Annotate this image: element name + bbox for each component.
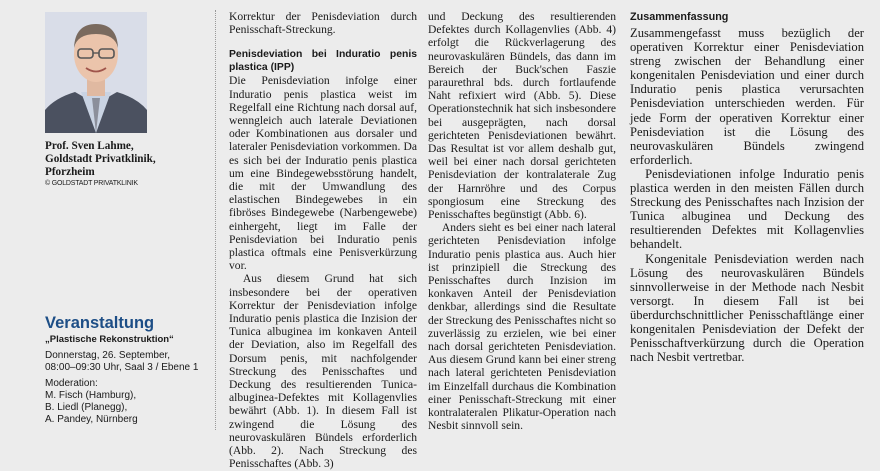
- paragraph: Zusammengefasst muss bezüglich der operativen Korrektur einer Penisdeviation streng zwischen der Behandlung einer kongenitalen Penisdeviation und einer durch Induratio penis plastica verursachten Penisdeviation unterschieden werden. Für jede Form der operativen Korrektur einer Penisdeviation ist die Lösung des neurovaskulären Bündels zwingend erforderlich.: [630, 26, 864, 167]
- article-column-1: [229, 10, 417, 471]
- sidebar: [0, 0, 212, 435]
- photo-credit: © GOLDSTADT PRIVATKLINIK: [45, 180, 138, 187]
- event-title: Veranstaltung: [45, 314, 155, 332]
- moderator: A. Pandey, Nürnberg: [45, 414, 138, 425]
- moderator: B. Liedl (Planegg),: [45, 402, 128, 413]
- paragraph: Penisdeviationen infolge Induratio penis plastica werden in den meisten Fällen durch Streckung des Penisschaftes nach Inzision der Tunica albuginea und Deckung des resultierenden Defektes mit Kollagenvlies behandelt.: [630, 166, 864, 252]
- paragraph: Aus diesem Grund hat sich insbesondere bei der operativen Korrektur der Penisdeviation infolge Induratio penis plastica die Inzision der Tunica albuginea im konkaven Anteil der Deviation, also im Regelfall des Dorsum penis, mit nachfolgender Streckung des Penisschaftes und Deckung des resultierenden Tunica-albuginea-Defektes mit Kollagenvlies bewährt (Abb. 1). In diesem Fall ist zwingend die Lösung des neurovaskulären Bündels erforderlich (Abb. 2). Nach Streckung des Penisschaftes (Abb. 3): [229, 272, 417, 471]
- caption-line: Prof. Sven Lahme,: [45, 140, 134, 152]
- paragraph: Anders sieht es bei einer nach lateral gerichteten Penisdeviation infolge Induratio penis plastica aus. Auch hier ist prinzipiell die Streckung des Penisschaftes durch Inzision im konkaven Anteil der Penisdeviation denkbar, allerdings sind die Resultate der Streckung des Penisschaftes nicht so zuverlässig zu erzielen, wie bei einer nach dorsal gerichteten Penisdeviation. Aus diesem Grund kann bei einer streng nach lateral gerichteten Penisdeviation im Einzelfall durchaus die Kombination einer Penisschaft-Streckung mit einer kontralateralen Plikatur-Operation nach Nesbit sinnvoll sein.: [428, 221, 616, 433]
- paragraph: Korrektur der Penisdeviation durch Penisschaft-Streckung.: [229, 10, 417, 37]
- paragraph: Die Penisdeviation infolge einer Induratio penis plastica weist im Regelfall eine Richtung nach dorsal auf, wenngleich auch laterale Deviationen oder Kombinationen aus dorsaler und lateraler Penisdeviation vorkommen. Da es sich bei der Induratio penis plastica um eine Bindegewebsstörung handelt, die mit der Umwandlung des elastischen Bindegewebes in ein fibröses Bindegewebe (Narbengewebe) einhergeht, liegt im Falle der Penisdeviation bei Induratio penis plastica oftmals eine Penisverkürzung vor.: [229, 74, 417, 273]
- event-date-line: 08:00–09:30 Uhr, Saal 3 / Ebene 1: [45, 362, 199, 373]
- paragraph: und Deckung des resultierenden Defektes durch Kollagenvlies (Abb. 4) erfolgt die Rückverlagerung des neurovaskulären Bündels, das dann im Bereich der Buck'schen Faszie paraurethral bds. durch fortlaufende Naht refixiert wird (Abb. 5). Diese Operationstechnik hat sich insbesondere bei ausgeprägten, nach dorsal gerichteten Penisdeviationen bewährt. Das Resultat ist vor allem deshalb gut, weil bei einer nach dorsal gerichteten Penisdeviation der kontralaterale Zug der Harnröhre und des Corpus spongiosum eine Streckung des Penisschaftes begünstigt (Abb. 6).: [428, 10, 616, 222]
- event-date: [45, 350, 215, 374]
- event-date-line: Donnerstag, 26. September,: [45, 350, 171, 361]
- article-column-3: [630, 10, 864, 364]
- article-column-2: [428, 10, 616, 433]
- section-heading: Penisdeviation bei Induratio penis plastica (IPP): [229, 49, 417, 74]
- section-heading: Zusammenfassung: [630, 11, 729, 23]
- moderator: M. Fisch (Hamburg),: [45, 390, 137, 401]
- column-divider: [215, 10, 216, 430]
- moderation-label: Moderation:: [45, 378, 98, 389]
- caption-line: Goldstadt Privatklinik,: [45, 153, 156, 165]
- author-photo: [45, 12, 147, 133]
- portrait-image: [45, 12, 147, 133]
- event-box: [45, 314, 215, 426]
- caption-line: Pforzheim: [45, 166, 95, 178]
- event-moderation: [45, 378, 215, 426]
- photo-caption: [45, 140, 210, 179]
- event-subtitle: „Plastische Rekonstruktion“: [45, 334, 174, 345]
- paragraph: Kongenitale Penisdeviation werden nach Lösung des neurovaskulären Bündels sinnvollerweise in der Methode nach Nesbit versorgt. In diesem Fall ist bei überdurchschnittlicher Penisschaftlänge einer kongenitalen Penisdeviation der Defekt der Penisschaftverkürzung durch die Operation nach Nesbit vertretbar.: [630, 251, 864, 365]
